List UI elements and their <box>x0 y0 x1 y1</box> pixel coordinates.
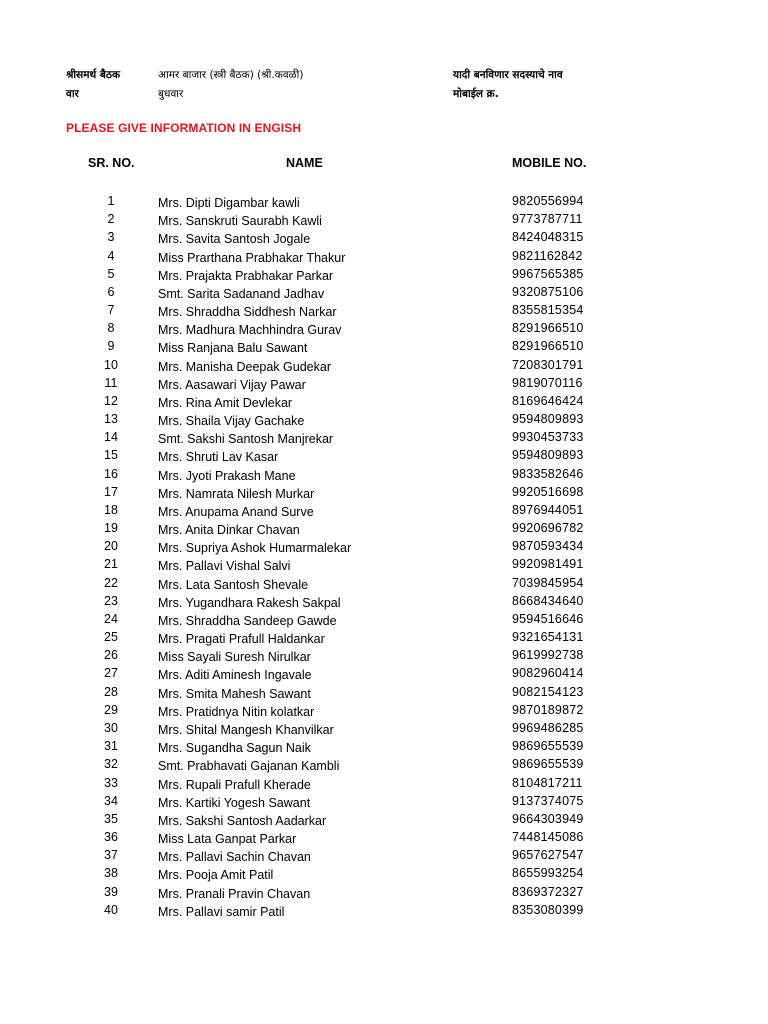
mobile-cell: 9870593434 <box>512 539 584 554</box>
sr-no-cell: 9 <box>107 339 115 354</box>
mobile-cell: 9869655539 <box>512 739 584 754</box>
name-cell: Miss Lata Ganpat Parkar <box>158 832 297 847</box>
mobile-cell: 9082960414 <box>512 666 584 681</box>
mobile-cell: 8353080399 <box>512 902 584 917</box>
mobile-cell: 9594809893 <box>512 448 584 463</box>
mobile-cell: 9320875106 <box>512 284 584 299</box>
mobile-header: MOBILE NO. <box>512 156 587 170</box>
table-row <box>0 283 768 301</box>
mobile-cell: 8169646424 <box>512 393 584 408</box>
mobile-cell: 7039845954 <box>512 575 584 590</box>
day-label: वार <box>66 88 79 100</box>
table-row <box>0 755 768 773</box>
sr-no-cell: 27 <box>104 666 118 681</box>
name-cell: Mrs. Pooja Amit Patil <box>158 868 274 883</box>
table-row <box>0 428 768 446</box>
sr-no-cell: 13 <box>104 412 118 427</box>
mobile-cell: 9821162842 <box>512 248 583 263</box>
sr-no-cell: 15 <box>104 448 118 463</box>
name-cell: Mrs. Namrata Nilesh Murkar <box>158 486 315 501</box>
sr-no-cell: 20 <box>104 539 118 554</box>
table-row <box>0 228 768 246</box>
table-row <box>0 465 768 483</box>
sr-no-cell: 36 <box>104 830 118 845</box>
table-row <box>0 883 768 901</box>
mobile-cell: 7448145086 <box>512 830 584 845</box>
name-cell: Miss Sayali Suresh Nirulkar <box>158 650 311 665</box>
name-cell: Mrs. Pallavi Sachin Chavan <box>158 850 311 865</box>
sr-no-cell: 18 <box>104 502 118 517</box>
mobile-label: मोबाईल क्र. <box>453 88 499 100</box>
name-cell: Mrs. Pratidnya Nitin kolatkar <box>158 704 315 719</box>
table-row <box>0 664 768 682</box>
sr-no-cell: 24 <box>104 611 118 626</box>
sr-no-cell: 1 <box>107 194 115 208</box>
name-cell: Mrs. Yugandhara Rakesh Sakpal <box>158 595 341 610</box>
name-header: NAME <box>286 156 323 170</box>
mobile-cell: 9664303949 <box>512 811 584 826</box>
name-cell: Mrs. Aditi Aminesh Ingavale <box>158 668 312 683</box>
table-row <box>0 719 768 737</box>
mobile-cell: 9137374075 <box>512 793 584 808</box>
mobile-cell: 9321654131 <box>512 630 584 645</box>
name-cell: Mrs. Pallavi samir Patil <box>158 904 285 919</box>
mobile-cell: 9920516698 <box>512 484 584 499</box>
table-row <box>0 356 768 374</box>
sr-no-cell: 28 <box>104 684 118 699</box>
name-cell: Mrs. Kartiki Yogesh Sawant <box>158 795 311 810</box>
name-cell: Mrs. Manisha Deepak Gudekar <box>158 359 331 374</box>
mobile-cell: 9819070116 <box>512 375 583 390</box>
sr-no-cell: 37 <box>104 848 118 863</box>
table-row <box>0 301 768 319</box>
table-row <box>0 337 768 355</box>
sr-no-cell: 17 <box>104 484 118 499</box>
table-row <box>0 810 768 828</box>
table-row <box>0 628 768 646</box>
sr-no-cell: 32 <box>104 757 118 772</box>
table-row <box>0 555 768 573</box>
sr-no-cell: 6 <box>107 284 115 299</box>
table-row <box>0 701 768 719</box>
table-row <box>0 901 768 919</box>
name-cell: Miss Prarthana Prabhakar Thakur <box>158 250 346 265</box>
table-row <box>0 574 768 592</box>
day-value: बुधवार <box>158 88 184 100</box>
name-cell: Smt. Prabhavati Gajanan Kambli <box>158 759 340 774</box>
table-row <box>0 592 768 610</box>
name-cell: Mrs. Anupama Anand Surve <box>158 504 314 519</box>
table-row <box>0 864 768 882</box>
mobile-cell: 9619992738 <box>512 648 584 663</box>
table-row <box>0 846 768 864</box>
name-cell: Mrs. Aasawari Vijay Pawar <box>158 377 306 392</box>
mobile-cell: 8291966510 <box>512 321 584 336</box>
mobile-cell: 8424048315 <box>512 230 584 245</box>
sr-no-cell: 5 <box>107 266 115 281</box>
table-row <box>0 792 768 810</box>
list-maker-label: यादी बनविणार सदस्याचे नाव <box>453 69 563 81</box>
name-cell: Mrs. Prajakta Prabhakar Parkar <box>158 268 334 283</box>
branch-value: आमर बाजार (स्त्री बैठक) (श्री.कवळी) <box>158 69 304 81</box>
sr-no-cell: 31 <box>104 739 118 754</box>
mobile-cell: 8369372327 <box>512 884 584 899</box>
mobile-cell: 8976944051 <box>512 502 584 517</box>
sr-no-cell: 12 <box>104 393 118 408</box>
name-cell: Mrs. Sakshi Santosh Aadarkar <box>158 813 327 828</box>
name-cell: Mrs. Shaila Vijay Gachake <box>158 414 305 429</box>
sr-no-cell: 26 <box>104 648 118 663</box>
table-row <box>0 192 768 210</box>
sr-no-cell: 25 <box>104 630 118 645</box>
sr-no-cell: 8 <box>107 321 115 336</box>
sr-no-cell: 16 <box>104 466 118 481</box>
mobile-cell: 9869655539 <box>512 757 584 772</box>
sr-no-cell: 23 <box>104 593 118 608</box>
mobile-cell: 8355815354 <box>512 303 584 318</box>
sr-no-cell: 29 <box>104 702 118 717</box>
table-row <box>0 774 768 792</box>
table-row <box>0 501 768 519</box>
name-cell: Mrs. Pallavi Vishal Salvi <box>158 559 291 574</box>
name-cell: Mrs. Shruti Lav Kasar <box>158 450 279 465</box>
name-cell: Mrs. Rina Amit Devlekar <box>158 395 293 410</box>
member-table-body <box>0 192 768 919</box>
name-cell: Mrs. Lata Santosh Shevale <box>158 577 309 592</box>
sr-no-cell: 4 <box>107 248 115 263</box>
table-row <box>0 374 768 392</box>
mobile-cell: 8291966510 <box>512 339 584 354</box>
table-row <box>0 646 768 664</box>
name-cell: Miss Ranjana Balu Sawant <box>158 341 308 356</box>
mobile-cell: 9833582646 <box>512 466 584 481</box>
name-cell: Mrs. Pranali Pravin Chavan <box>158 886 311 901</box>
mobile-cell: 9773787711 <box>512 212 583 227</box>
mobile-cell: 8655993254 <box>512 866 584 881</box>
table-row <box>0 392 768 410</box>
table-row <box>0 828 768 846</box>
mobile-cell: 9657627547 <box>512 848 584 863</box>
mobile-cell: 8668434640 <box>512 593 584 608</box>
sr-no-cell: 34 <box>104 793 118 808</box>
mobile-cell: 8104817211 <box>512 775 583 790</box>
mobile-cell: 9920696782 <box>512 521 584 536</box>
sr-no-cell: 21 <box>104 557 118 572</box>
branch-label: श्रीसमर्थ बैठक <box>66 69 121 81</box>
name-cell: Mrs. Anita Dinkar Chavan <box>158 523 300 538</box>
table-row <box>0 737 768 755</box>
name-cell: Mrs. Supriya Ashok Humarmalekar <box>158 541 352 556</box>
sr-no-cell: 2 <box>107 212 115 227</box>
sr-no-cell: 39 <box>104 884 118 899</box>
name-cell: Smt. Sarita Sadanand Jadhav <box>158 286 325 301</box>
name-cell: Mrs. Smita Mahesh Sawant <box>158 686 311 701</box>
mobile-cell: 9920981491 <box>512 557 584 572</box>
mobile-cell: 9594809893 <box>512 412 584 427</box>
name-cell: Mrs. Shraddha Sandeep Gawde <box>158 613 337 628</box>
mobile-cell: 9594516646 <box>512 611 584 626</box>
table-row <box>0 247 768 265</box>
name-cell: Mrs. Sugandha Sagun Naik <box>158 741 311 756</box>
table-row <box>0 519 768 537</box>
mobile-cell: 9969486285 <box>512 720 584 735</box>
english-notice: PLEASE GIVE INFORMATION IN ENGISH <box>66 121 302 135</box>
table-row <box>0 683 768 701</box>
sr-no-header: SR. NO. <box>88 156 135 170</box>
name-cell: Mrs. Shital Mangesh Khanvilkar <box>158 722 334 737</box>
name-cell: Mrs. Madhura Machhindra Gurav <box>158 323 342 338</box>
table-row <box>0 610 768 628</box>
sr-no-cell: 11 <box>104 375 118 390</box>
sr-no-cell: 38 <box>104 866 118 881</box>
sr-no-cell: 33 <box>104 775 118 790</box>
sr-no-cell: 10 <box>104 357 118 372</box>
table-row <box>0 537 768 555</box>
table-row <box>0 446 768 464</box>
table-row <box>0 410 768 428</box>
mobile-cell: 9870189872 <box>512 702 584 717</box>
name-cell: Mrs. Shraddha Siddhesh Narkar <box>158 305 337 320</box>
sr-no-cell: 19 <box>104 521 118 536</box>
sr-no-cell: 3 <box>107 230 115 245</box>
table-row <box>0 210 768 228</box>
name-cell: Mrs. Pragati Prafull Haldankar <box>158 632 325 647</box>
mobile-cell: 9930453733 <box>512 430 584 445</box>
name-cell: Mrs. Rupali Prafull Kherade <box>158 777 311 792</box>
name-cell: Mrs. Dipti Digambar kawli <box>158 196 300 210</box>
sr-no-cell: 35 <box>104 811 118 826</box>
sr-no-cell: 22 <box>104 575 118 590</box>
table-row <box>0 319 768 337</box>
sr-no-cell: 14 <box>104 430 118 445</box>
mobile-cell: 7208301791 <box>512 357 584 372</box>
mobile-cell: 9967565385 <box>512 266 584 281</box>
name-cell: Mrs. Sanskruti Saurabh Kawli <box>158 214 322 229</box>
sr-no-cell: 30 <box>104 720 118 735</box>
name-cell: Mrs. Savita Santosh Jogale <box>158 232 311 247</box>
mobile-cell: 9082154123 <box>512 684 584 699</box>
name-cell: Mrs. Jyoti Prakash Mane <box>158 468 296 483</box>
sr-no-cell: 40 <box>104 902 118 917</box>
name-cell: Smt. Sakshi Santosh Manjrekar <box>158 432 334 447</box>
table-row <box>0 265 768 283</box>
sr-no-cell: 7 <box>107 303 115 318</box>
table-row <box>0 483 768 501</box>
mobile-cell: 9820556994 <box>512 194 584 208</box>
